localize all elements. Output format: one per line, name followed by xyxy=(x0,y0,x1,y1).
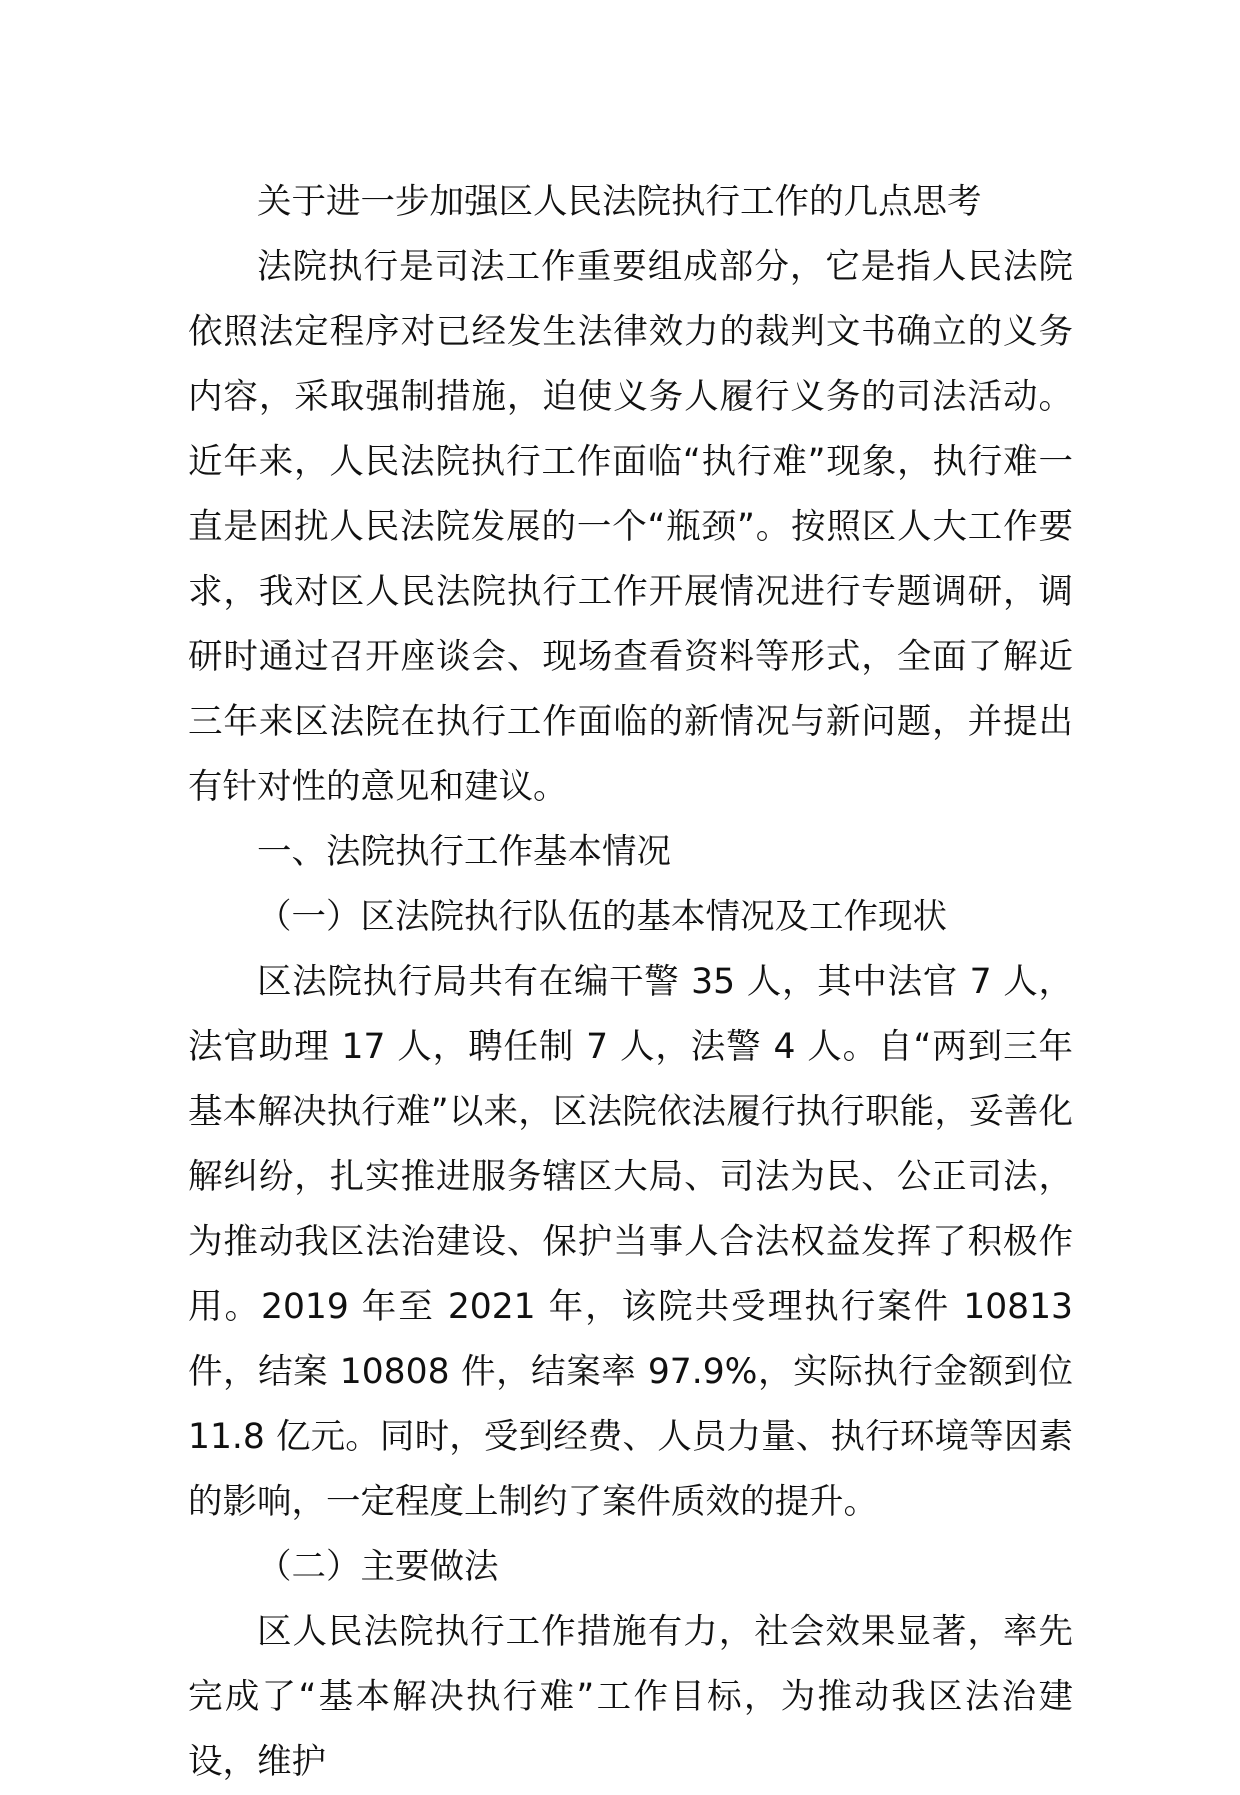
paragraph-main-practices: 区人民法院执行工作措施有力，社会效果显著，率先完成了“基本解决执行难”工作目标，为推动我区法治建设，维护 xyxy=(188,1612,1073,1782)
paragraph-intro: 法院执行是司法工作重要组成部分，它是指人民法院依照法定程序对已经发生法律效力的裁判文书确立的义务内容，采取强制措施，迫使义务人履行义务的司法活动。近年来，人民法院执行工作面临“执行难”现象，执行难一直是困扰人民法院发展的一个“瓶颈”。按照区人大工作要求，我对区人民法院执行工作开展情况进行专题调研，调研时通过召开座谈会、现场查看资料等形式，全面了解近三年来区法院在执行工作面临的新情况与新问题，并提出有针对性的意见和建议。 xyxy=(188,247,1073,807)
subsection-heading-2: （二）主要做法 xyxy=(257,1547,499,1587)
document-body xyxy=(188,170,1073,1795)
subsection-heading-1: （一）区法院执行队伍的基本情况及工作现状 xyxy=(257,897,947,937)
section-heading-1: 一、法院执行工作基本情况 xyxy=(257,832,671,872)
paragraph-basic-situation: 区法院执行局共有在编干警 35 人，其中法官 7 人，法官助理 17 人，聘任制 7 人，法警 4 人。自“两到三年基本解决执行难”以来，区法院依法履行执行职能，妥善化解纠纷，扎实推进服务辖区大局、司法为民、公正司法，为推动我区法治建设、保护当事人合法权益发挥了积极作用。2019 年至 2021 年，该院共受理执行案件 10813 件，结案 10808 件，结案率 97.9%，实际执行金额到位 11.8 亿元。同时，受到经费、人员力量、执行环境等因素的影响，一定程度上制约了案件质效的提升。 xyxy=(188,962,1073,1522)
document-title: 关于进一步加强区人民法院执行工作的几点思考 xyxy=(257,182,982,222)
